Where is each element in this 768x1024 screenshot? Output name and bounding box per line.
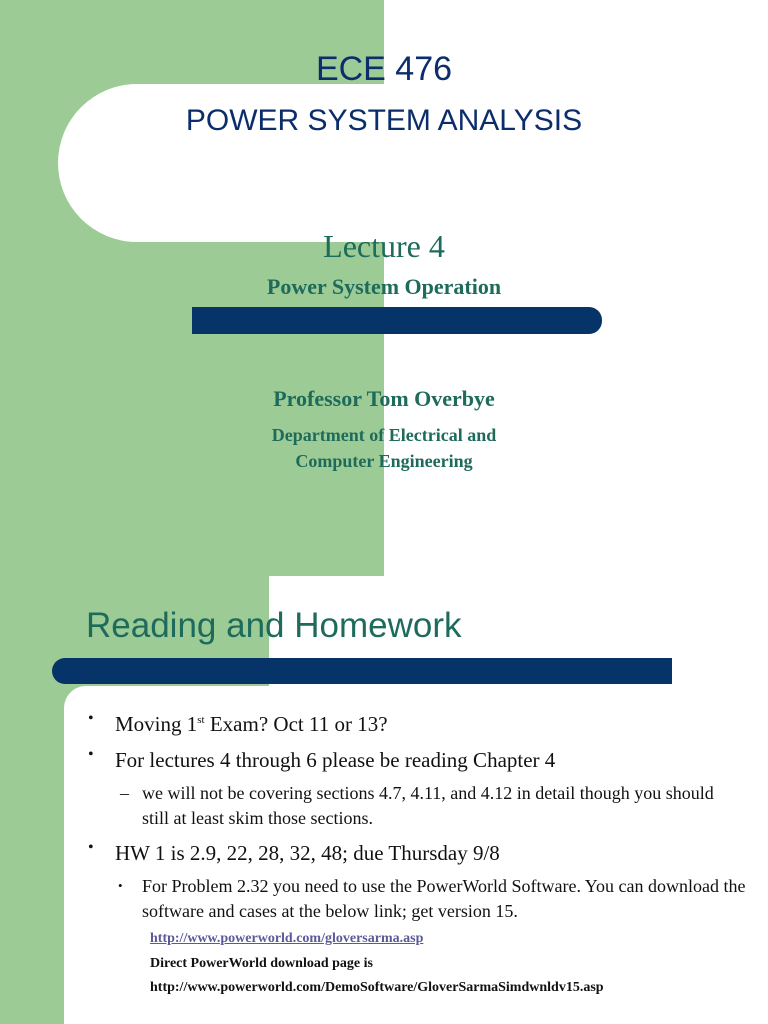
- lecture-number: Lecture 4: [323, 228, 445, 264]
- bullet-icon: •: [88, 746, 94, 763]
- bullet-reading-text: For lectures 4 through 6 please be reading Chapter 4: [115, 748, 556, 772]
- course-title: POWER SYSTEM ANALYSIS: [185, 104, 583, 137]
- powerworld-link[interactable]: http://www.powerworld.com/gloversarma.asp: [150, 931, 424, 946]
- navy-divider-bar: [192, 307, 602, 334]
- sub-bullet-sections-text: we will not be covering sections 4.7, 4.11, and 4.12 in detail though you should still at least skim those sections.: [142, 783, 714, 828]
- department-line-2: Computer Engineering: [295, 451, 473, 471]
- bullet-homework-text: HW 1 is 2.9, 22, 28, 32, 48; due Thursday 9/8: [115, 841, 500, 865]
- content-slide: [0, 576, 768, 1024]
- bullet-icon: •: [88, 710, 94, 727]
- download-url[interactable]: http://www.powerworld.com/DemoSoftware/GloverSarmaSimdwnldv15.asp: [150, 980, 604, 995]
- bullet-exam-superscript: st: [197, 714, 205, 726]
- navy-divider-bar: [52, 658, 672, 684]
- lecture-subtitle: Power System Operation: [266, 274, 502, 299]
- slide-title: Reading and Homework: [86, 606, 462, 645]
- course-number: ECE 476: [315, 50, 453, 88]
- department: [0, 422, 768, 474]
- bullet-exam-text: Moving 1: [115, 712, 198, 736]
- bullet-icon: •: [118, 878, 123, 893]
- download-label: Direct PowerWorld download page is: [150, 956, 373, 971]
- bullet-exam-text-end: Exam? Oct 11 or 13?: [204, 712, 388, 736]
- department-line-1: Department of Electrical and: [271, 425, 497, 445]
- professor-name: Professor Tom Overbye: [273, 386, 495, 411]
- dash-icon: –: [120, 783, 129, 803]
- bullet-icon: •: [88, 839, 94, 856]
- sub-bullet-powerworld-text: For Problem 2.32 you need to use the PowerWorld Software. You can download the software and cases at the below link; get version 15.: [142, 876, 746, 921]
